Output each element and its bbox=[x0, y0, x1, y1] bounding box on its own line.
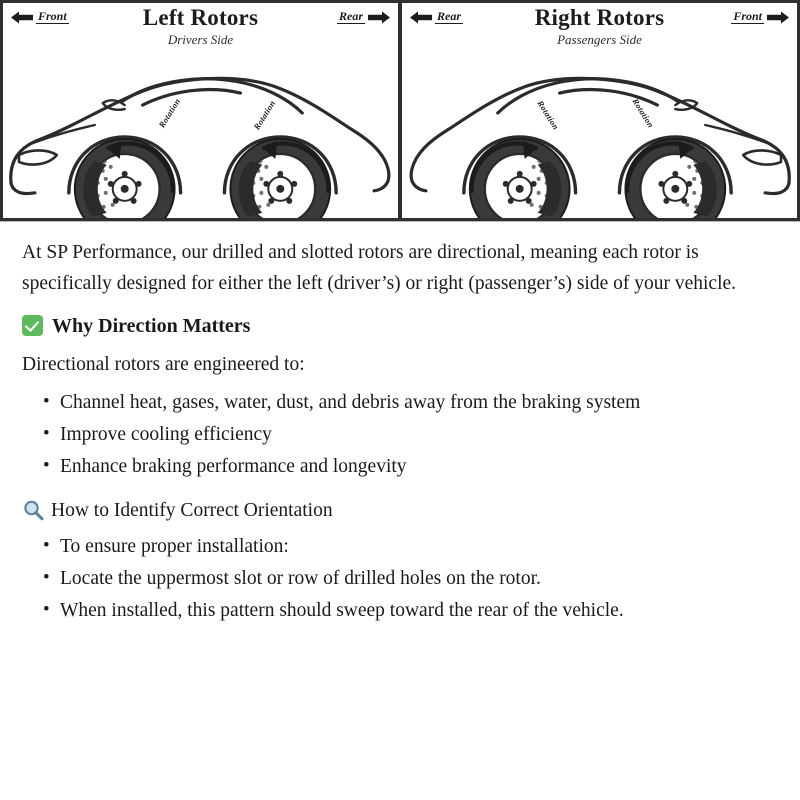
magnifier-icon bbox=[22, 499, 44, 521]
list-item: • Locate the uppermost slot or row of drilled holes on the rotor. bbox=[60, 564, 778, 595]
arrow-left-icon bbox=[410, 11, 432, 24]
right-rear-rotation-label: Rotation bbox=[630, 96, 657, 130]
why-bullet-list bbox=[22, 388, 778, 482]
left-front-rotation-label: Rotation bbox=[156, 96, 183, 130]
why-direction-matters-heading bbox=[22, 314, 778, 338]
left-front-wheel bbox=[75, 139, 175, 219]
list-item: • Enhance braking performance and longevity bbox=[60, 452, 778, 483]
intro-paragraph: At SP Performance, our drilled and slotted rotors are directional, meaning each rotor is specifically designed for either the left (driver’s) or right (passenger’s) side of your vehicle. bbox=[22, 242, 737, 294]
right-front-rotation-label: Rotation bbox=[535, 98, 562, 132]
right-panel-rear-tag bbox=[410, 10, 463, 24]
right-rotors-panel bbox=[400, 0, 800, 221]
left-panel-rear-tag bbox=[337, 10, 390, 24]
right-car-illustration bbox=[402, 43, 797, 219]
identify-orientation-label: How to Identify Correct Orientation bbox=[51, 499, 333, 521]
right-rear-wheel bbox=[470, 139, 570, 219]
list-item: • Improve cooling efficiency bbox=[60, 420, 778, 451]
identify-orientation-heading bbox=[22, 499, 778, 522]
left-car-illustration bbox=[3, 43, 398, 219]
list-item: • Channel heat, gases, water, dust, and debris away from the braking system bbox=[60, 388, 778, 419]
left-rotors-panel bbox=[0, 0, 400, 221]
left-panel-subtitle: Drivers Side bbox=[167, 32, 234, 47]
rotor-direction-diagram bbox=[0, 0, 800, 222]
left-panel-front-label: Front bbox=[38, 9, 67, 23]
right-car-svg bbox=[402, 43, 797, 219]
list-item: • When installed, this pattern should sweep toward the rear of the vehicle. bbox=[60, 596, 778, 627]
why-lead-paragraph: Directional rotors are engineered to: bbox=[22, 353, 305, 375]
why-direction-matters-label: Why Direction Matters bbox=[52, 314, 251, 337]
left-rear-rotation-label: Rotation bbox=[251, 98, 278, 132]
left-panel-rear-label: Rear bbox=[339, 9, 363, 23]
article-body bbox=[0, 222, 800, 627]
arrow-right-icon bbox=[368, 11, 390, 24]
right-panel-subtitle: Passengers Side bbox=[557, 32, 642, 47]
identify-bullet-list bbox=[22, 532, 778, 626]
left-panel-front-tag bbox=[11, 10, 69, 24]
left-panel-title: Left Rotors bbox=[142, 5, 259, 30]
right-panel-front-label: Front bbox=[733, 9, 762, 23]
list-item: • To ensure proper installation: bbox=[60, 532, 778, 563]
right-panel-title: Right Rotors bbox=[534, 5, 665, 30]
right-panel-rear-label: Rear bbox=[437, 9, 461, 23]
right-front-wheel bbox=[625, 139, 725, 219]
left-car-svg bbox=[3, 43, 398, 219]
right-panel-front-tag bbox=[731, 10, 789, 24]
left-rear-wheel bbox=[230, 139, 330, 219]
check-mark-icon bbox=[22, 315, 43, 336]
arrow-left-icon bbox=[11, 11, 33, 24]
arrow-right-icon bbox=[767, 11, 789, 24]
